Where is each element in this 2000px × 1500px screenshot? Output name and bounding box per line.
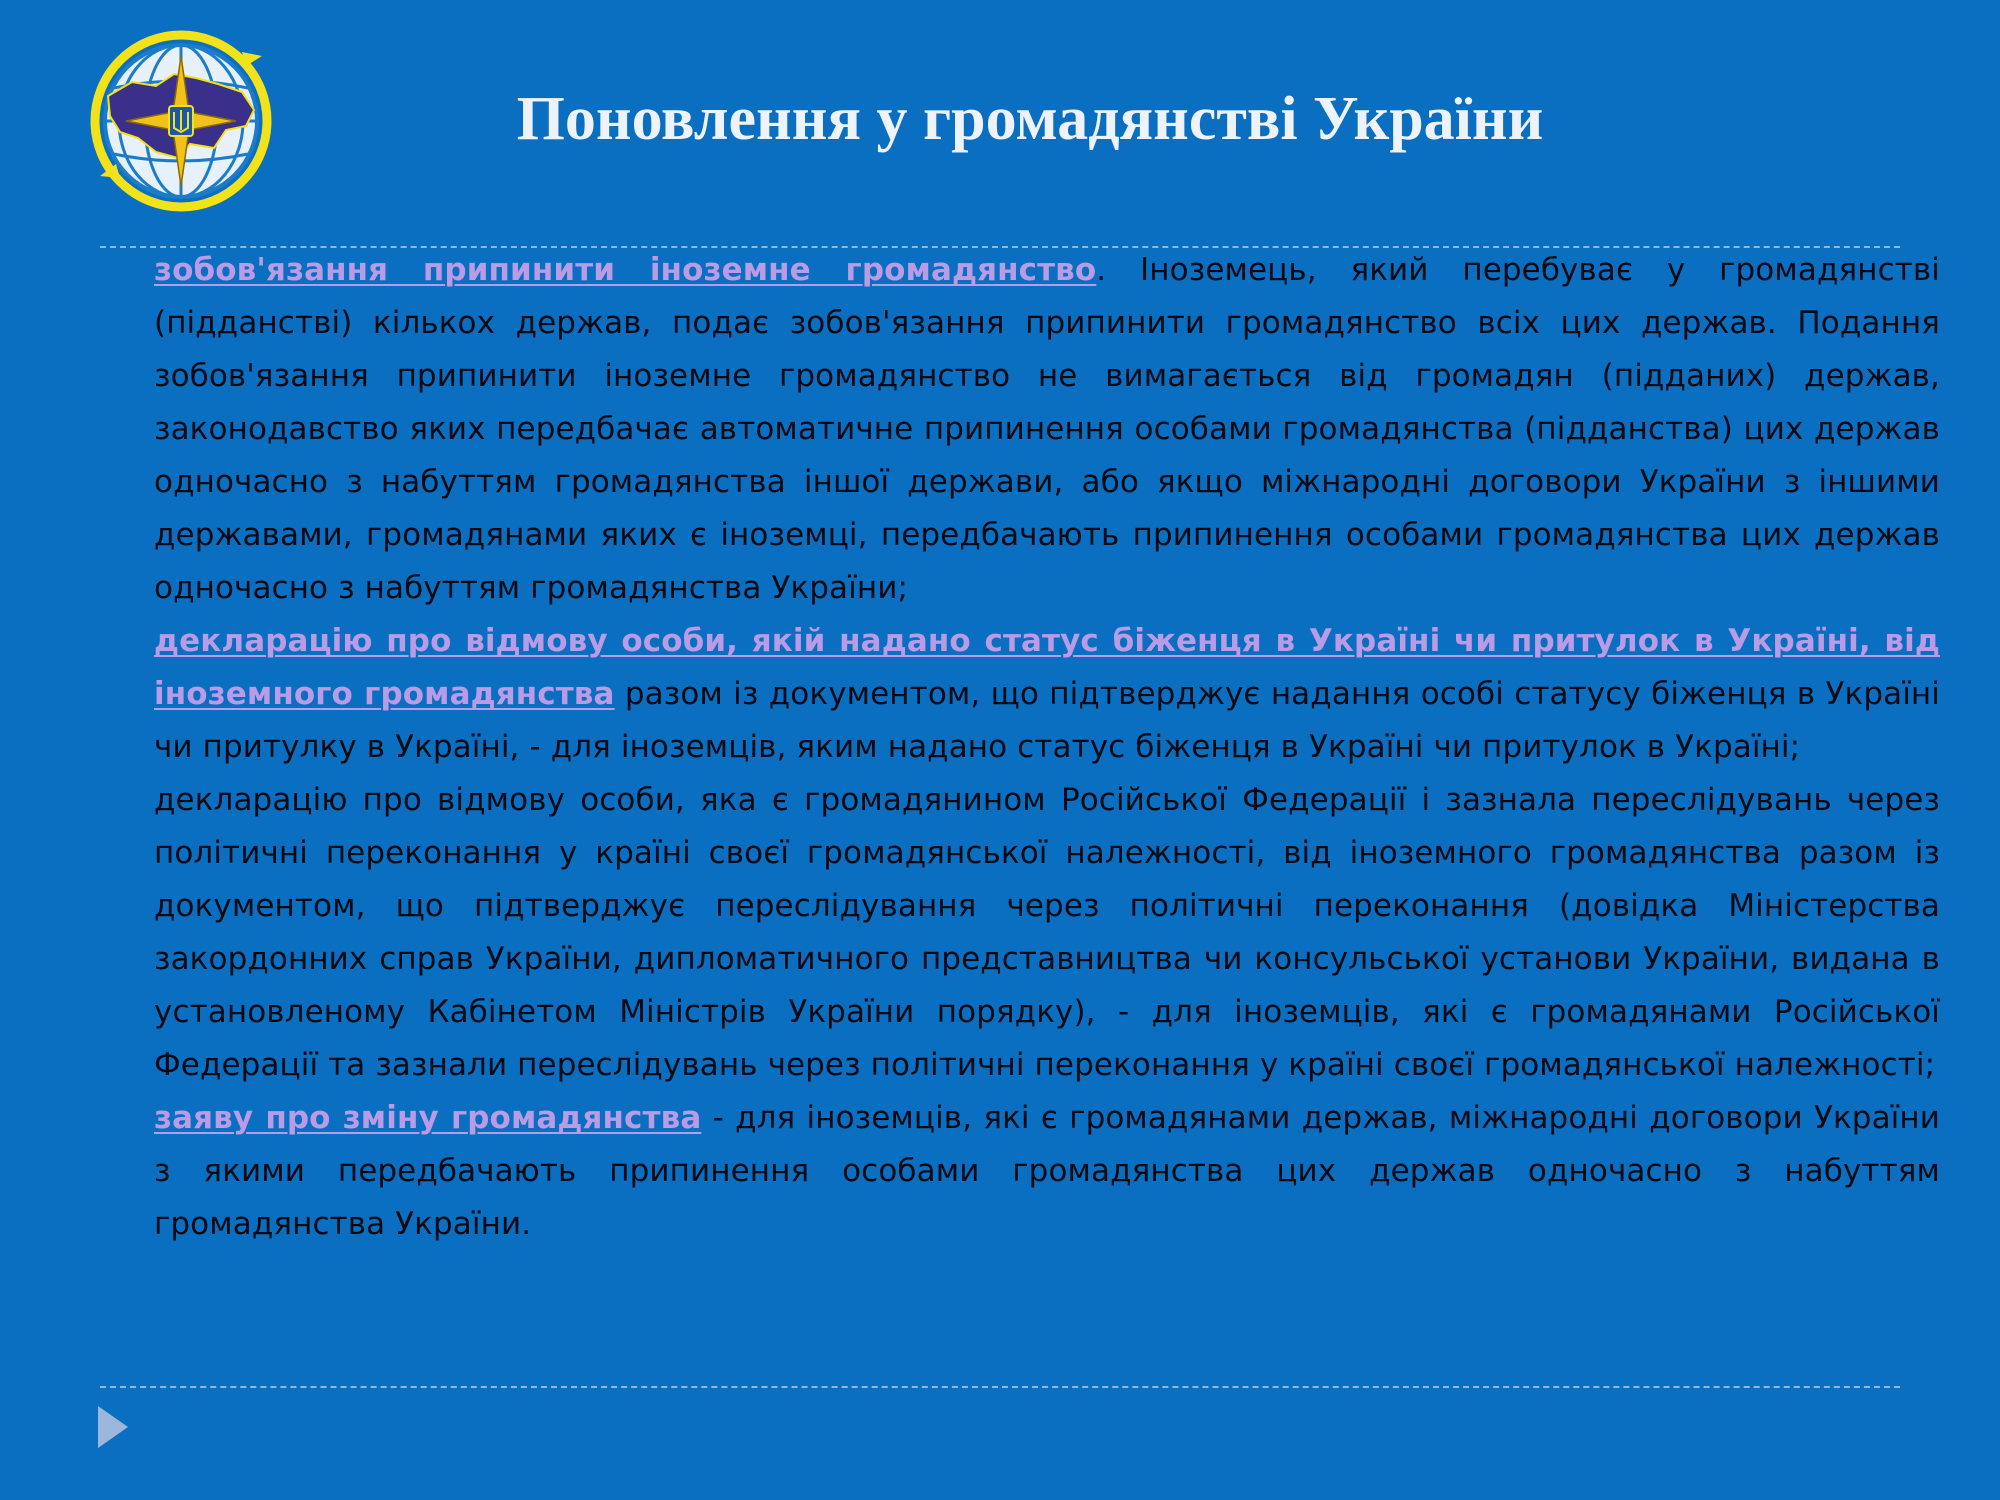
bottom-divider [100,1386,1900,1388]
next-slide-arrow-icon[interactable] [98,1406,128,1448]
paragraph-text: декларацію про відмову особи, яка є громадянином Російської Федерації і зазнала переслідувань через політичні переконання у країні своєї громадянської належності, від іноземного громадянства разом із документом, що підтверджує переслідування через політичні переконання (довідка Міністерства закордонних справ України, дипломатичного представництва чи консульської установи України, видана в установленому Кабінетом Міністрів України порядку), - для іноземців, які є громадянами Російської Федерації та зазнали переслідувань через політичні переконання у країні своєї громадянської належності; [154,782,1940,1083]
renunciation-obligation-link[interactable]: зобов'язання припинити іноземне громадянство [154,252,1097,288]
migration-service-emblem-icon [86,26,276,216]
paragraph-text: . Іноземець, який перебуває у громадянстві (підданстві) кількох держав, подає зобов'язання припинити громадянство всіх цих держав. Подання зобов'язання припинити іноземне громадянство не вимагається від громадян (підданих) держав, законодавство яких передбачає автоматичне припинення особами громадянства (підданства) цих держав одночасно з набуттям громадянства іншої держави, або якщо міжнародні договори України з іншими державами, громадянами яких є іноземці, передбачають припинення особами громадянства цих держав одночасно з набуттям громадянства України; [154,252,1940,606]
refugee-declaration-link[interactable]: декларацію про відмову особи, якій надано статус біженця в Україні чи притулок в Україні, від іноземного громадянства [154,623,1940,712]
citizenship-change-link[interactable]: заяву про зміну громадянства [154,1100,702,1136]
paragraph-russian-citizen-declaration [154,774,1940,1092]
paragraph-refugee-declaration [154,615,1940,774]
paragraph-renunciation-obligation [154,244,1940,615]
paragraph-text: разом із документом, що підтверджує надання особі статусу біженця в Україні чи притулку в Україні, - для іноземців, яким надано статус біженця в Україні чи притулок в Україні; [154,676,1941,765]
paragraph-citizenship-change [154,1092,1940,1251]
slide-title: Поновлення у громадянстві України [516,85,1544,153]
slide-body [154,244,1940,1251]
paragraph-text: - для іноземців, які є громадянами держав, міжнародні договори України з якими передбачають припинення особами громадянства цих держав одночасно з набуттям громадянства України. [154,1100,1940,1242]
